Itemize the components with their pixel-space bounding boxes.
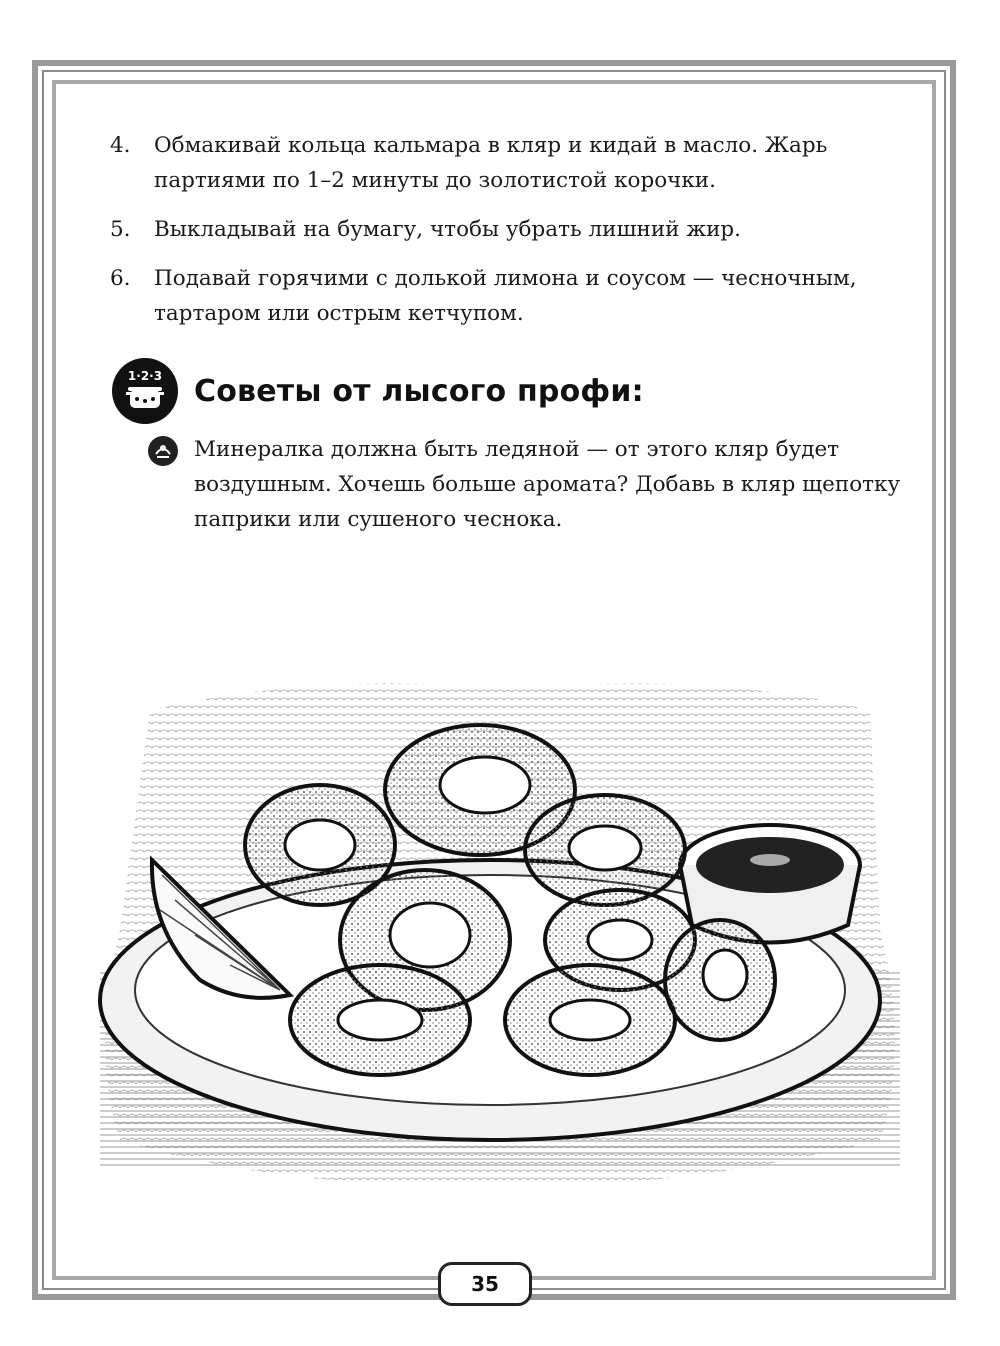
tips-heading: [112, 358, 644, 424]
tips-icon-label: 1·2·3: [127, 369, 163, 383]
tips-title: Советы от лысого профи:: [194, 373, 644, 409]
page-number: 35: [438, 1262, 532, 1306]
squid-rings-illustration: [80, 670, 920, 1210]
step-text: Обмакивай кольца кальмара в кляр и кидай в масло. Жарь партиями по 1–2 минуты до золотистой корочки.: [154, 133, 828, 193]
step-text: Выкладывай на бумагу, чтобы убрать лишний жир.: [154, 217, 742, 242]
step-number: 4.: [110, 133, 131, 158]
step-number: 5.: [110, 217, 131, 242]
step-item: [110, 212, 890, 247]
step-item: [110, 128, 890, 198]
tip-item: [148, 432, 908, 537]
tip-text: Минералка должна быть ледяной — от этого кляр будет воздушным. Хочешь больше аромата? Добавь в кляр щепотку паприки или сушеного чеснока.: [194, 437, 901, 532]
cooking-pot-icon: [112, 358, 178, 424]
chef-bullet-icon: [148, 436, 178, 466]
recipe-steps: [110, 128, 890, 345]
step-text: Подавай горячими с долькой лимона и соусом — чесночным, тартаром или острым кетчупом.: [154, 266, 857, 326]
step-number: 6.: [110, 266, 131, 291]
step-item: [110, 261, 890, 331]
